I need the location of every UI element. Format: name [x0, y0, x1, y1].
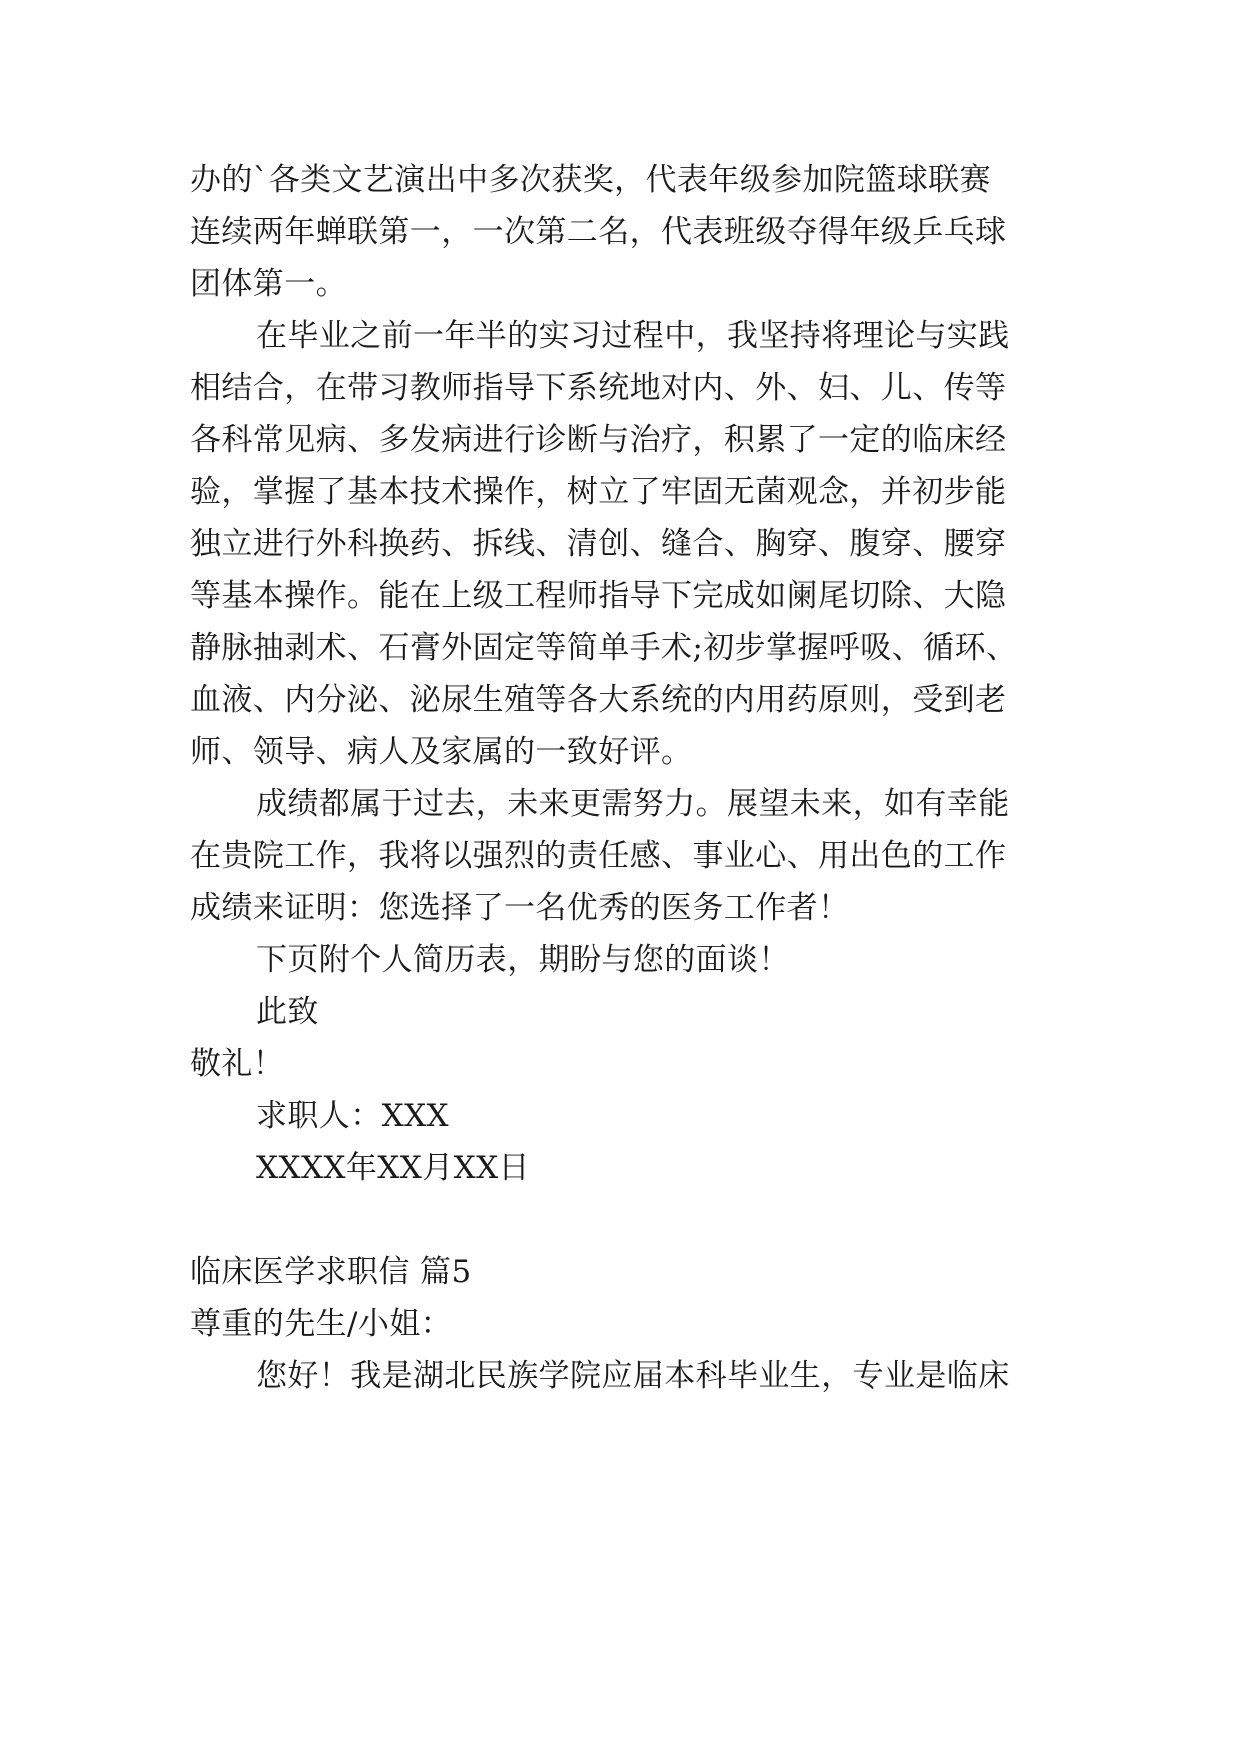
paragraph-line: 成绩都属于过去，未来更需努力。展望未来，如有幸能	[256, 786, 1010, 822]
section-heading: 临床医学求职信 篇5	[190, 1254, 472, 1290]
paragraph-line: 您好！我是湖北民族学院应届本科毕业生，专业是临床	[256, 1358, 1010, 1394]
paragraph-line: 成绩来证明：您选择了一名优秀的医务工作者！	[190, 890, 850, 926]
paragraph-line: 各科常见病、多发病进行诊断与治疗，积累了一定的临床经	[190, 422, 1007, 458]
paragraph-line: 等基本操作。能在上级工程师指导下完成如阑尾切除、大隐	[190, 578, 1007, 614]
closing-line: 此致	[256, 994, 319, 1030]
salutation-line: 敬礼！	[190, 1046, 285, 1082]
paragraph-line: 静脉抽剥术、石膏外固定等简单手术;初步掌握呼吸、循环、	[190, 630, 1018, 666]
paragraph-line: 血液、内分泌、泌尿生殖等各大系统的内用药原则，受到老	[190, 682, 1007, 718]
paragraph-line: 在毕业之前一年半的实习过程中，我坚持将理论与实践	[256, 318, 1010, 354]
paragraph-line: 在贵院工作，我将以强烈的责任感、事业心、用出色的工作	[190, 838, 1007, 874]
paragraph-line: 办的`各类文艺演出中多次获奖，代表年级参加院篮球联赛	[190, 162, 991, 198]
paragraph-line: 独立进行外科换药、拆线、清创、缝合、胸穿、腹穿、腰穿	[190, 526, 1007, 562]
paragraph-line: 相结合，在带习教师指导下系统地对内、外、妇、儿、传等	[190, 370, 1007, 406]
paragraph-line: 连续两年蝉联第一，一次第二名，代表班级夺得年级乒乓球	[190, 214, 1007, 250]
date-line: XXXX年XX月XX日	[256, 1150, 530, 1186]
signature-line: 求职人：XXX	[256, 1098, 450, 1134]
paragraph-line: 下页附个人简历表，期盼与您的面谈！	[256, 942, 790, 978]
greeting-line: 尊重的先生/小姐：	[190, 1306, 453, 1342]
paragraph-line: 验，掌握了基本技术操作，树立了牢固无菌观念，并初步能	[190, 474, 1007, 510]
paragraph-line: 师、领导、病人及家属的一致好评。	[190, 734, 693, 770]
paragraph-line: 团体第一。	[190, 266, 347, 302]
